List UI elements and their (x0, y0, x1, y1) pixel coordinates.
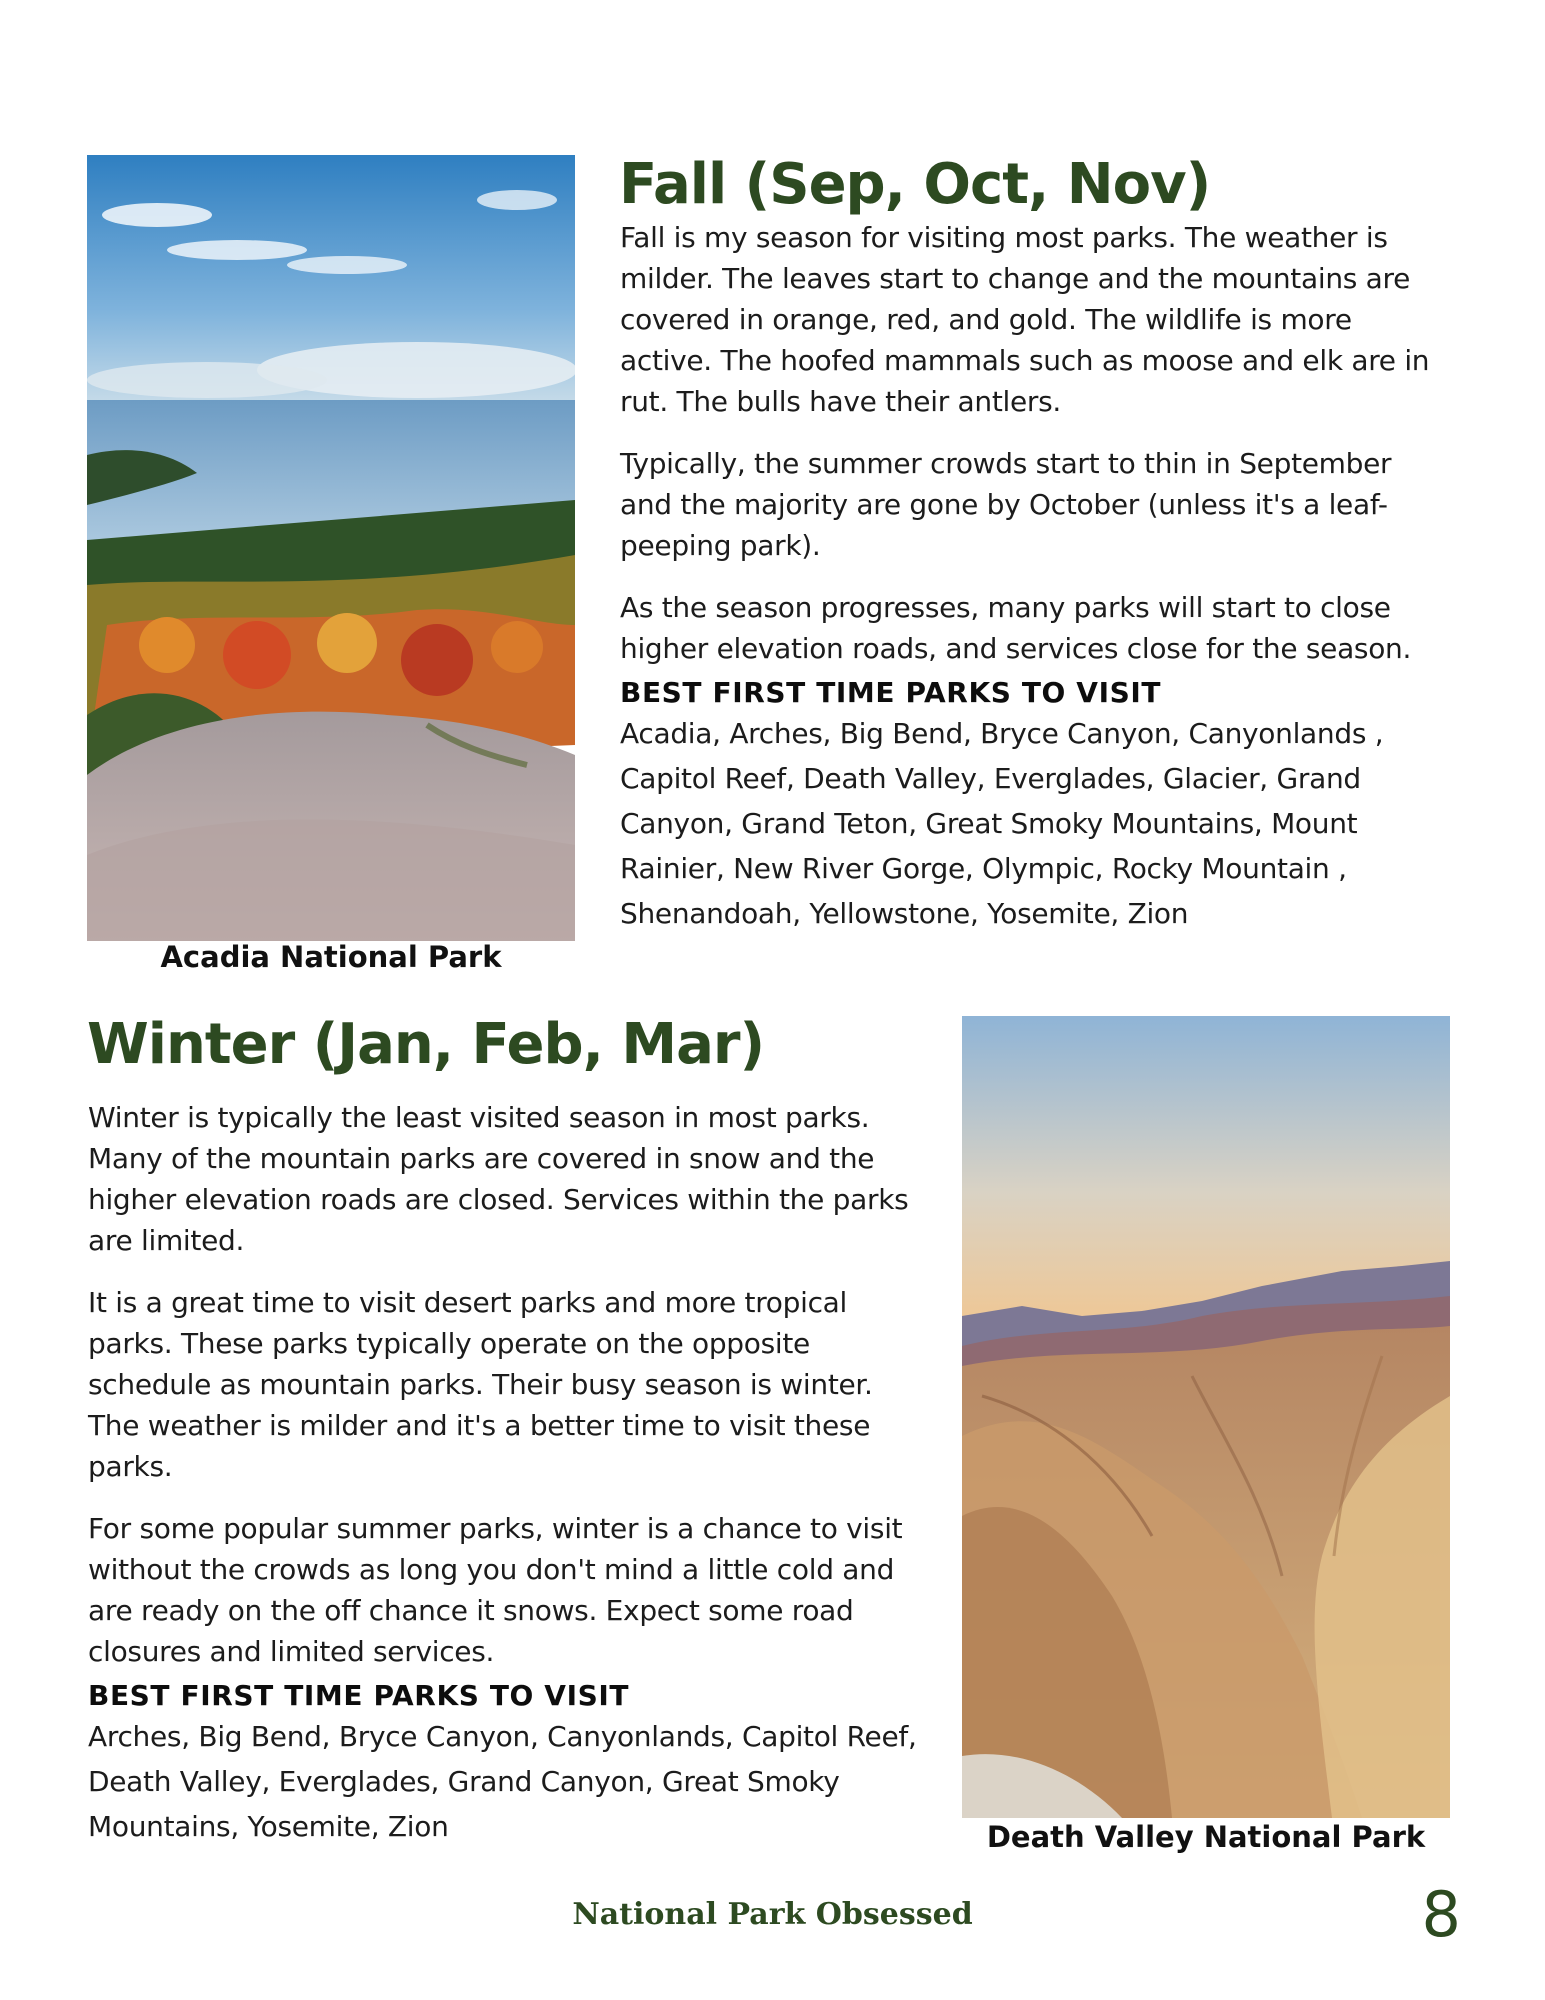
winter-paragraph: It is a great time to visit desert parks and more tropical parks. These parks typically operate on the opposite schedule as mountain parks. Their busy season is winter. The weather is milder and it's a better time to visit these parks. (88, 1286, 873, 1483)
acadia-photo-caption: Acadia National Park (160, 940, 502, 974)
winter-paragraph: Winter is typically the least visited season in most parks. Many of the mountain parks are covered in snow and the higher elevation roads are closed. Services within the parks are limited. (88, 1101, 909, 1257)
winter-heading: Winter (Jan, Feb, Mar) (87, 1012, 765, 1077)
page-number: 8 (1421, 1878, 1461, 1951)
fall-best-parks-list: Acadia, Arches, Big Bend, Bryce Canyon, Canyonlands , Capitol Reef, Death Valley, Everglades, Glacier, Grand Canyon, Grand Teton, Great Smoky Mountains, Mount Rainier, New River Gorge, Olympic, Rocky Mountain , Shenandoah, Yellowstone, Yosemite, Zion (620, 717, 1384, 930)
fall-paragraph: Fall is my season for visiting most parks. The weather is milder. The leaves start to change and the mountains are covered in orange, red, and gold. The wildlife is more active. The hoofed mammals such as moose and elk are in rut. The bulls have their antlers. (620, 221, 1430, 418)
fall-paragraph: Typically, the summer crowds start to thin in September and the majority are gone by October (unless it's a leaf-peeping park). (620, 447, 1392, 562)
death-valley-photo (962, 1016, 1450, 1818)
death-valley-photo-caption: Death Valley National Park (986, 1820, 1426, 1854)
fall-best-parks-heading: BEST FIRST TIME PARKS TO VISIT (620, 676, 1162, 709)
winter-body (88, 1097, 923, 1849)
fall-paragraph: As the season progresses, many parks will start to close higher elevation roads, and services close for the season. (620, 591, 1412, 665)
winter-paragraph: For some popular summer parks, winter is a chance to visit without the crowds as long you don't mind a little cold and are ready on the off chance it snows. Expect some road closures and limited services. (88, 1512, 903, 1668)
winter-best-parks-list: Arches, Big Bend, Bryce Canyon, Canyonlands, Capitol Reef, Death Valley, Everglades, Grand Canyon, Great Smoky Mountains, Yosemite, Zion (88, 1720, 917, 1843)
fall-heading: Fall (Sep, Oct, Nov) (619, 152, 1211, 217)
acadia-photo (87, 155, 575, 941)
footer-brand: National Park Obsessed (572, 1897, 973, 1932)
winter-best-parks-heading: BEST FIRST TIME PARKS TO VISIT (88, 1679, 630, 1712)
fall-body (620, 217, 1450, 936)
